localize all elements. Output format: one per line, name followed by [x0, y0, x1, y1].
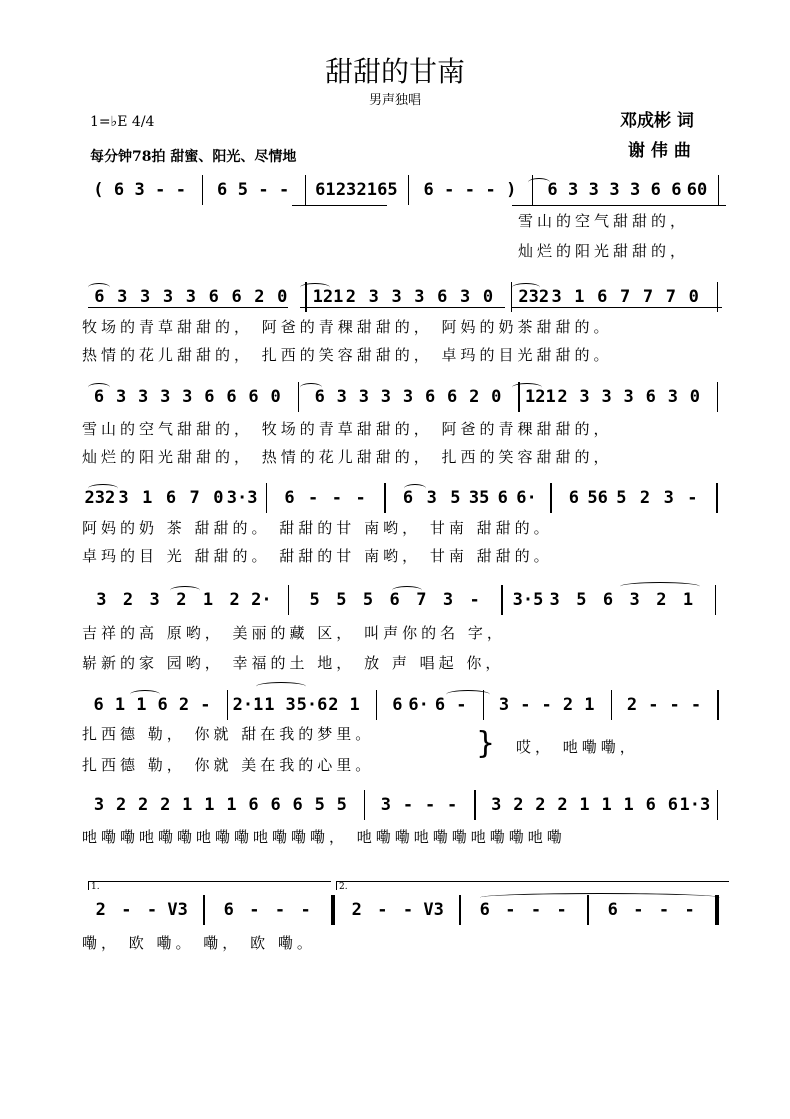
- lyric-line: 阿妈的奶 茶 甜甜的。 甜甜的甘 南哟， 甘南 甜甜的。: [82, 519, 553, 537]
- beam-underline: [300, 307, 505, 308]
- lyricist-credit: 邓成彬 词: [620, 111, 694, 131]
- barline: [376, 690, 377, 720]
- note: -: [402, 795, 414, 815]
- note: 6: [389, 590, 400, 610]
- slur-mark: [480, 893, 720, 902]
- note: 232: [518, 287, 550, 307]
- notation-row: [88, 790, 728, 820]
- note: 3: [368, 287, 379, 307]
- note: -: [469, 590, 480, 610]
- note: 2: [122, 590, 134, 610]
- lyric-line: 卓玛的目 光 甜甜的。 甜甜的甘 南哟， 甘南 甜甜的。: [82, 547, 553, 565]
- note: 6: [231, 287, 242, 307]
- slur-mark: [512, 383, 542, 392]
- note: -: [687, 488, 698, 508]
- note: 1: [204, 795, 215, 815]
- barline: [298, 382, 299, 412]
- note: 6: [113, 180, 125, 200]
- note: 2: [351, 900, 362, 920]
- note: 3: [623, 387, 634, 407]
- note: 2: [138, 795, 149, 815]
- note: 6: [392, 695, 403, 715]
- note: 6: [292, 795, 303, 815]
- barline: [203, 895, 204, 925]
- note: 3: [629, 180, 641, 200]
- key-signature: 1=♭E 4/4: [90, 114, 155, 130]
- slur-mark: [170, 586, 200, 595]
- note: 6: [248, 795, 259, 815]
- note: 6: [204, 387, 215, 407]
- note: 6: [314, 387, 325, 407]
- note: 2: [254, 287, 265, 307]
- beam-underline: [512, 205, 726, 206]
- slur-mark: [88, 383, 110, 392]
- note: 6: [217, 180, 228, 200]
- slur-mark: [256, 682, 306, 691]
- note: 5: [362, 590, 374, 610]
- note: 3: [162, 287, 174, 307]
- note: 3: [667, 387, 678, 407]
- note: 7: [620, 287, 631, 307]
- note: V3: [423, 900, 444, 920]
- note: ): [506, 180, 517, 200]
- volta-first-ending: 1.: [88, 881, 331, 890]
- note: 3·3: [226, 488, 258, 508]
- note: 1·3: [679, 795, 711, 815]
- barline: [266, 483, 267, 513]
- note: -: [402, 900, 414, 920]
- note: -: [541, 695, 552, 715]
- note: -: [377, 900, 388, 920]
- note: 6: [602, 590, 614, 610]
- barline: [717, 790, 718, 820]
- note: -: [258, 180, 269, 200]
- lyric-line: 灿烂的阳光甜甜的， 热情的花儿甜甜的， 扎西的笑容甜甜的，: [82, 448, 613, 466]
- note: (: [93, 180, 104, 200]
- subtitle: 男声独唱: [368, 93, 421, 108]
- barline: [459, 895, 460, 925]
- barline: [364, 790, 365, 820]
- slur-mark: [620, 582, 700, 591]
- note: 5: [336, 795, 347, 815]
- note: 6: [423, 180, 434, 200]
- slur-mark: [528, 178, 550, 187]
- barline: [717, 382, 718, 412]
- note: 6: [157, 695, 168, 715]
- note: -: [331, 488, 342, 508]
- barline: [408, 175, 409, 205]
- note: 2: [345, 287, 356, 307]
- note: 3: [588, 180, 599, 200]
- slur-mark: [404, 484, 426, 493]
- note: 0: [689, 387, 701, 407]
- note: 0: [213, 488, 224, 508]
- note: -: [146, 900, 158, 920]
- note: 6: [402, 488, 414, 508]
- note: 0: [277, 287, 288, 307]
- note: 3: [549, 590, 560, 610]
- note: 6·: [516, 488, 537, 508]
- note: 3: [663, 488, 674, 508]
- composer-credit: 谢 伟 曲: [628, 141, 691, 161]
- note: 1: [136, 695, 147, 715]
- volta-second-ending: 2.: [336, 881, 729, 890]
- note: 5: [309, 590, 320, 610]
- note: -: [530, 900, 542, 920]
- note: 6: [248, 387, 259, 407]
- note: -: [278, 180, 290, 200]
- note: 3: [115, 387, 127, 407]
- lyric-line: 雪山的空气甜甜的，: [518, 212, 690, 230]
- lyric-line: 扎西德 勒， 你就 甜在我的梦里。: [82, 725, 375, 743]
- note: -: [121, 900, 132, 920]
- note: 1: [579, 795, 590, 815]
- note: 3: [426, 488, 437, 508]
- lyric-line: 扎西德 勒， 你就 美在我的心里。: [82, 756, 375, 774]
- note: 7: [665, 287, 676, 307]
- note: 6: [94, 287, 105, 307]
- slur-mark: [88, 484, 118, 493]
- note: -: [155, 180, 166, 200]
- note: 3: [609, 180, 620, 200]
- note: 3: [358, 387, 369, 407]
- note: 1: [682, 590, 694, 610]
- note: 1: [142, 488, 153, 508]
- note: 3: [336, 387, 347, 407]
- note: 3: [498, 695, 510, 715]
- note: 2: [328, 695, 339, 715]
- note: 6: [547, 180, 558, 200]
- note: 3: [96, 590, 107, 610]
- note: -: [669, 695, 680, 715]
- note: 2: [178, 695, 190, 715]
- note: 3: [160, 387, 171, 407]
- slur-mark: [88, 283, 110, 292]
- note: 6: [568, 488, 580, 508]
- note: 6: [434, 695, 446, 715]
- note: 3: [149, 590, 160, 610]
- note: -: [648, 695, 659, 715]
- note: 6: [645, 795, 656, 815]
- barline: [384, 483, 385, 513]
- note: 0: [688, 287, 699, 307]
- note: 1: [601, 795, 612, 815]
- note: 232: [84, 488, 116, 508]
- note: 3: [629, 590, 640, 610]
- note: 5: [450, 488, 461, 508]
- note: 6: [226, 387, 237, 407]
- note: 6: [607, 900, 618, 920]
- note: 3: [118, 488, 129, 508]
- barline: [288, 585, 289, 615]
- slur-mark: [300, 383, 322, 392]
- note: 6: [284, 488, 295, 508]
- note: 5·6: [296, 695, 328, 715]
- lyric-line: 灿烂的阳光甜甜的，: [518, 242, 690, 260]
- note: -: [684, 900, 695, 920]
- note: 2·1: [232, 695, 264, 715]
- note: -: [249, 900, 260, 920]
- note: -: [200, 695, 211, 715]
- note: -: [658, 900, 670, 920]
- barline: [202, 175, 203, 205]
- note: 3: [442, 590, 454, 610]
- note: 6: [479, 900, 490, 920]
- note: -: [505, 900, 516, 920]
- note: 2: [557, 387, 568, 407]
- note: 6: [447, 387, 458, 407]
- note: 0: [491, 387, 502, 407]
- lyric-line: 吉祥的高 原哟， 美丽的藏 区， 叫声你的名 字，: [82, 624, 506, 642]
- barline: [715, 585, 716, 615]
- note: 23: [335, 180, 357, 200]
- note: 1: [264, 695, 275, 715]
- aside-lyric: 哎， 吔嘞嘞，: [516, 738, 639, 756]
- note: 5: [576, 590, 587, 610]
- note: -: [444, 180, 455, 200]
- note: 6·: [408, 695, 429, 715]
- barline: [717, 690, 718, 720]
- note: 2: [513, 795, 524, 815]
- note: 6: [667, 795, 678, 815]
- note: 35: [468, 488, 490, 508]
- note: 3: [182, 387, 193, 407]
- note: 3·5: [512, 590, 544, 610]
- barline: [550, 483, 551, 513]
- note: 3: [134, 180, 145, 200]
- note: 3: [138, 387, 149, 407]
- note: -: [520, 695, 531, 715]
- note: 1: [584, 695, 595, 715]
- note: 7: [416, 590, 427, 610]
- note: 2: [469, 387, 480, 407]
- note: -: [556, 900, 567, 920]
- note: 3: [568, 180, 579, 200]
- note: 6: [424, 387, 436, 407]
- note: 3: [185, 287, 196, 307]
- note: 65: [377, 180, 398, 200]
- note: 7: [642, 287, 654, 307]
- note: 5: [336, 590, 347, 610]
- note: 3: [380, 795, 392, 815]
- barline: [611, 690, 612, 720]
- lyric-line: 崭新的家 园哟， 幸福的土 地， 放 声 唱起 你，: [82, 654, 505, 672]
- note: 2: [535, 795, 546, 815]
- note: 1: [182, 795, 193, 815]
- note: -: [485, 180, 496, 200]
- slur-mark: [392, 586, 422, 595]
- note: 2: [115, 795, 127, 815]
- note: 6: [437, 287, 448, 307]
- barline: [718, 175, 719, 205]
- note: 6: [93, 387, 105, 407]
- beam-underline: [88, 307, 288, 308]
- note: 1: [623, 795, 634, 815]
- note: -: [447, 795, 458, 815]
- barline: [331, 895, 335, 925]
- lyric-line: 热情的花儿甜甜的， 扎西的笑容甜甜的， 卓玛的目光甜甜的。: [82, 346, 613, 364]
- slur-mark: [512, 283, 540, 292]
- note: 3: [491, 795, 502, 815]
- barline: [305, 175, 306, 205]
- note: 2: [176, 590, 187, 610]
- note: 61: [315, 180, 336, 200]
- tempo-marking: 每分钟78拍 甜蜜、阳光、尽情地: [90, 149, 297, 165]
- note: 0: [482, 287, 494, 307]
- note: 6: [208, 287, 219, 307]
- note: 6: [497, 488, 508, 508]
- barline: [501, 585, 502, 615]
- note: 6: [223, 900, 234, 920]
- note: -: [175, 180, 187, 200]
- note: -: [690, 695, 702, 715]
- notation-row: [88, 690, 728, 720]
- note: 2: [557, 795, 568, 815]
- slur-mark: [300, 283, 330, 292]
- note: 3: [601, 387, 612, 407]
- slur-mark: [130, 690, 160, 699]
- lyric-line: 吔嘞嘞吔嘞嘞吔嘞嘞吔嘞嘞嘞， 吔嘞嘞吔嘞嘞吔嘞嘞吔嘞: [82, 828, 566, 846]
- note: 2: [95, 900, 106, 920]
- note: -: [355, 488, 366, 508]
- barline: [716, 483, 717, 513]
- barline: [474, 790, 475, 820]
- note: 6: [597, 287, 608, 307]
- beam-underline: [512, 307, 722, 308]
- note: 1: [574, 287, 585, 307]
- brace: }: [476, 726, 496, 761]
- note: 6: [671, 180, 682, 200]
- note: 1: [114, 695, 126, 715]
- note: 6: [165, 488, 177, 508]
- note: 21: [356, 180, 377, 200]
- note: 2: [562, 695, 574, 715]
- note: 2: [656, 590, 667, 610]
- note: 3: [285, 695, 296, 715]
- lyric-line: 牧场的青草甜甜的， 阿爸的青稞甜甜的， 阿妈的奶茶甜甜的。: [82, 318, 613, 336]
- note: 56: [587, 488, 608, 508]
- lyric-line: 雪山的空气甜甜的， 牧场的青草甜甜的， 阿爸的青稞甜甜的，: [82, 420, 613, 438]
- page-title: 甜甜的甘南: [324, 55, 465, 88]
- note: 121: [312, 287, 344, 307]
- note: 7: [189, 488, 200, 508]
- note: 6: [270, 795, 281, 815]
- note: 6: [645, 387, 656, 407]
- note: -: [464, 180, 476, 200]
- note: -: [274, 900, 286, 920]
- note: -: [424, 795, 436, 815]
- note: -: [456, 695, 467, 715]
- note: 2: [160, 795, 171, 815]
- note: 5: [314, 795, 325, 815]
- note: -: [308, 488, 319, 508]
- note: 2: [639, 488, 651, 508]
- note: 3: [460, 287, 471, 307]
- note: -: [300, 900, 311, 920]
- note: -: [633, 900, 644, 920]
- note: 5: [237, 180, 248, 200]
- note: 3: [391, 287, 402, 307]
- note: 3: [93, 795, 105, 815]
- note: 6: [650, 180, 661, 200]
- note: 1: [202, 590, 214, 610]
- note: 1: [349, 695, 360, 715]
- beam-underline: [292, 205, 387, 206]
- note: 0: [270, 387, 281, 407]
- note: 121: [525, 387, 556, 407]
- notation-row: [88, 382, 728, 412]
- notation-row: [88, 175, 728, 205]
- note: 3: [579, 387, 590, 407]
- lyric-line: 嘞， 欧 嘞。 嘞， 欧 嘞。: [82, 934, 316, 952]
- note: 3: [117, 287, 128, 307]
- note: 3: [402, 387, 414, 407]
- note: V3: [167, 900, 188, 920]
- note: 1: [226, 795, 237, 815]
- barline: [227, 690, 228, 720]
- note: 60: [686, 180, 708, 200]
- note: 2: [229, 590, 240, 610]
- note: 2: [626, 695, 638, 715]
- note: 2·: [251, 590, 272, 610]
- note: 5: [616, 488, 627, 508]
- note: 3: [140, 287, 151, 307]
- note: 3: [414, 287, 425, 307]
- note: 6: [93, 695, 104, 715]
- note: 3: [551, 287, 562, 307]
- note: 3: [380, 387, 392, 407]
- slur-mark: [446, 690, 490, 699]
